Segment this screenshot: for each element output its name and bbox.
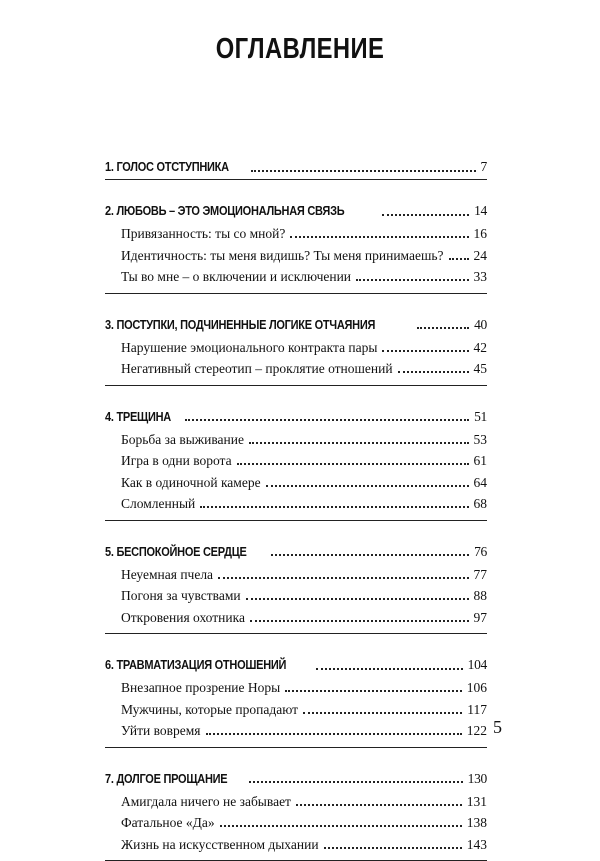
dot-leader	[220, 824, 462, 827]
dot-leader	[206, 732, 462, 735]
section-title: Амигдала ничего не забывает	[121, 791, 291, 813]
dot-leader	[290, 235, 468, 238]
dot-leader	[249, 780, 463, 783]
section-title: Сломленный	[121, 493, 195, 515]
table-of-contents	[105, 155, 487, 861]
section-entry[interactable]	[105, 585, 487, 607]
section-entry[interactable]	[105, 493, 487, 515]
section-page: 143	[467, 834, 487, 856]
dot-leader	[200, 505, 468, 508]
chapter-heading[interactable]	[105, 767, 487, 791]
dot-leader	[285, 689, 462, 692]
section-page: 77	[474, 564, 488, 586]
chapter-page: 40	[474, 313, 487, 337]
section-entry[interactable]	[105, 337, 487, 359]
dot-leader	[271, 553, 469, 556]
chapter-title: 7. ДОЛГОЕ ПРОЩАНИЕ	[105, 767, 227, 791]
section-page: 61	[474, 450, 488, 472]
section-entry[interactable]	[105, 720, 487, 742]
chapter-page: 7	[481, 155, 487, 179]
section-entry[interactable]	[105, 564, 487, 586]
chapter-title: 3. ПОСТУПКИ, ПОДЧИНЕННЫЕ ЛОГИКЕ ОТЧАЯНИЯ	[105, 313, 375, 337]
dot-leader	[249, 441, 469, 444]
page-number: 5	[493, 717, 502, 738]
section-page: 33	[474, 266, 488, 288]
dot-leader	[324, 846, 462, 849]
section-entry[interactable]	[105, 358, 487, 380]
dot-leader	[356, 278, 468, 281]
section-title: Неуемная пчела	[121, 564, 213, 586]
section-title: Мужчины, которые пропадают	[121, 699, 298, 721]
section-page: 45	[474, 358, 488, 380]
chapter-heading[interactable]	[105, 313, 487, 337]
section-entry[interactable]	[105, 699, 487, 721]
chapter-title: 1. ГОЛОС ОТСТУПНИКА	[105, 155, 229, 179]
dot-leader	[316, 667, 463, 670]
section-entry[interactable]	[105, 834, 487, 856]
section-entry[interactable]	[105, 266, 487, 288]
section-entry[interactable]	[105, 677, 487, 699]
dot-leader	[417, 326, 469, 329]
chapter-heading[interactable]	[105, 155, 487, 179]
section-page: 97	[474, 607, 488, 629]
section-page: 88	[474, 585, 488, 607]
toc-chapter	[105, 199, 487, 294]
dot-leader	[185, 418, 469, 421]
section-entry[interactable]	[105, 245, 487, 267]
dot-leader	[250, 619, 469, 622]
chapter-heading[interactable]	[105, 653, 487, 677]
section-title: Борьба за выживание	[121, 429, 244, 451]
page-title: ОГЛАВЛЕНИЕ	[54, 33, 546, 66]
toc-chapter	[105, 155, 487, 180]
section-page: 24	[474, 245, 488, 267]
section-entry[interactable]	[105, 223, 487, 245]
section-page: 64	[474, 472, 488, 494]
section-page: 131	[467, 791, 487, 813]
section-title: Внезапное прозрение Норы	[121, 677, 280, 699]
section-title: Погоня за чувствами	[121, 585, 241, 607]
toc-chapter	[105, 540, 487, 635]
dot-leader	[449, 257, 469, 260]
chapter-page: 104	[468, 653, 487, 677]
section-page: 68	[474, 493, 488, 515]
section-title: Уйти вовремя	[121, 720, 201, 742]
dot-leader	[246, 597, 469, 600]
section-title: Откровения охотника	[121, 607, 245, 629]
section-entry[interactable]	[105, 607, 487, 629]
section-title: Как в одиночной камере	[121, 472, 261, 494]
dot-leader	[237, 462, 469, 465]
toc-chapter	[105, 405, 487, 521]
chapter-page: 130	[468, 767, 487, 791]
section-page: 106	[467, 677, 487, 699]
section-title: Игра в одни ворота	[121, 450, 232, 472]
section-page: 53	[474, 429, 488, 451]
chapter-title: 4. ТРЕЩИНА	[105, 405, 171, 429]
section-page: 122	[467, 720, 487, 742]
chapter-page: 14	[474, 199, 487, 223]
toc-chapter	[105, 313, 487, 386]
chapter-title: 5. БЕСПОКОЙНОЕ СЕРДЦЕ	[105, 540, 247, 564]
chapter-heading[interactable]	[105, 199, 487, 223]
section-title: Фатальное «Да»	[121, 812, 215, 834]
chapter-page: 76	[474, 540, 487, 564]
section-title: Нарушение эмоционального контракта пары	[121, 337, 377, 359]
dot-leader	[382, 349, 468, 352]
dot-leader	[296, 803, 462, 806]
section-entry[interactable]	[105, 812, 487, 834]
section-page: 42	[474, 337, 488, 359]
dot-leader	[382, 213, 469, 216]
dot-leader	[251, 169, 476, 172]
section-title: Негативный стереотип – проклятие отношений	[121, 358, 393, 380]
section-title: Привязанность: ты со мной?	[121, 223, 285, 245]
section-title: Ты во мне – о включении и исключении	[121, 266, 351, 288]
chapter-page: 51	[474, 405, 487, 429]
section-page: 16	[474, 223, 488, 245]
chapter-heading[interactable]	[105, 540, 487, 564]
section-title: Жизнь на искусственном дыхании	[121, 834, 319, 856]
section-entry[interactable]	[105, 450, 487, 472]
section-entry[interactable]	[105, 429, 487, 451]
dot-leader	[398, 370, 469, 373]
toc-chapter	[105, 767, 487, 861]
chapter-title: 2. ЛЮБОВЬ – ЭТО ЭМОЦИОНАЛЬНАЯ СВЯЗЬ	[105, 199, 344, 223]
dot-leader	[266, 484, 469, 487]
dot-leader	[303, 711, 462, 714]
toc-chapter	[105, 653, 487, 748]
dot-leader	[218, 576, 468, 579]
section-page: 117	[467, 699, 487, 721]
chapter-heading[interactable]	[105, 405, 487, 429]
section-entry[interactable]	[105, 472, 487, 494]
section-page: 138	[467, 812, 487, 834]
section-entry[interactable]	[105, 791, 487, 813]
chapter-title: 6. ТРАВМАТИЗАЦИЯ ОТНОШЕНИЙ	[105, 653, 286, 677]
section-title: Идентичность: ты меня видишь? Ты меня принимаешь?	[121, 245, 444, 267]
